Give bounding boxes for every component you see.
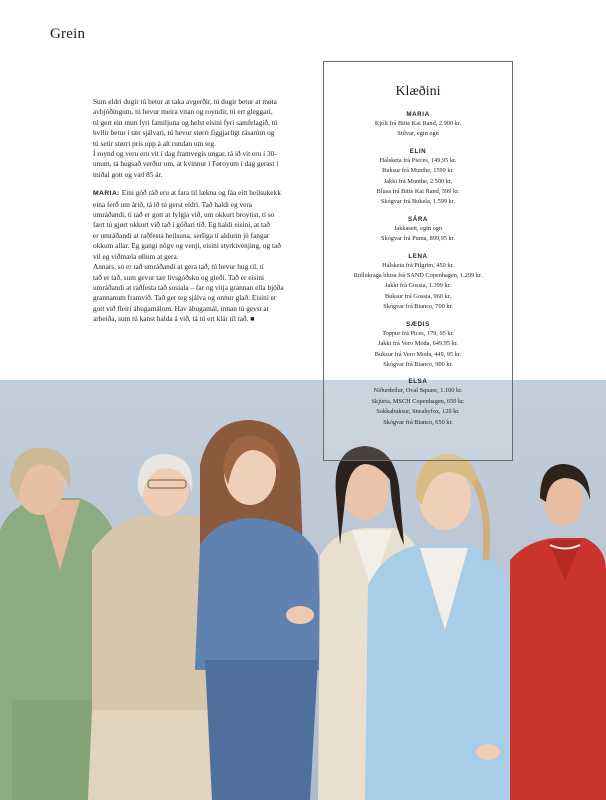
- credit-item: Sokkabuksur, Sneakyfox, 120 kr.: [376, 408, 460, 416]
- credit-person-name: ELSA: [408, 378, 428, 386]
- clothing-credits-box: [323, 61, 513, 461]
- woman-denim: [195, 420, 322, 800]
- credit-item: Jakki frá Gossia, 1.399 kr.: [385, 282, 451, 290]
- article-body: [93, 97, 307, 333]
- credit-item: Skógvar frá Bianco, 650 kr.: [383, 418, 453, 426]
- article-line: vil eg viðmæla øllum at gera.: [93, 251, 179, 261]
- article-line: er umráðandi at raðfesta heilsuna, serliga tí aldurin jú fangar: [93, 230, 270, 240]
- article-line: arbeiða, sum tú kanst halda á við, tá tú ert klár til tað.: [93, 314, 249, 324]
- article-line: hvílir betur í tær sjálvari, tú hevur størri fíggjarligt rásarúm og: [93, 128, 275, 138]
- credit-item: Skjúrta, MSCH Copenhagen, 650 kr.: [371, 397, 465, 405]
- credit-item: Buksur frá Munthe, 1599 kr.: [382, 167, 454, 175]
- section-label: Grein: [50, 26, 86, 42]
- credit-item: Skógvar frá Puma, 899,95 kr.: [381, 235, 455, 243]
- credit-item: Buksur frá Gossia, 960 kr.: [384, 292, 452, 300]
- article-line: fært tú gjørt okkurt við tað í góðari tíð. Eg haldi eisini, at tað: [93, 220, 270, 230]
- credit-item: Toppur frá Pices, 179, 95 kr.: [382, 329, 454, 337]
- article-line: unum, tá hugsað verður um, at kvinnur í Føroyum í dag gerast í: [93, 159, 279, 169]
- article-line: Annars, so er tað umráðandi at gera tað, tú hevur hug til, tí: [93, 262, 264, 272]
- article-line: tú gert ein mun fyri familjuna og helst eisini fyri samfelagið, tú: [93, 117, 278, 127]
- woman-blue-suit: [365, 454, 518, 800]
- end-mark-icon: ■: [250, 315, 255, 324]
- credits-title: Klæðini: [395, 84, 441, 99]
- article-line: eina ferð um árið, tá ið tú gerst eldri. Tað haldi eg vera: [93, 199, 253, 209]
- speaker-name: MARIA:: [93, 190, 120, 198]
- credit-item: Jakki frá Munthe, 2.500 kr.: [383, 177, 453, 185]
- article-line: umráðandi, tí tað er gott at fylgja við, um okkurt broytist, tí so: [93, 210, 275, 220]
- article-line: tað er tað, sum gevur tær lívsgóðsku og gleði. Tað er eisini: [93, 272, 265, 282]
- credit-item: Skógvar frá Bukela, 1.599 kr.: [380, 198, 456, 206]
- credit-person-name: LENA: [408, 252, 428, 260]
- credit-person-name: SÆDIS: [406, 320, 430, 328]
- maria-quote-paragraph: [93, 188, 307, 324]
- credit-person-name: ELIN: [409, 147, 427, 155]
- article-line: grannanum framvið. Tað ger teg sjálva og onnur glað. Eisini er: [93, 293, 277, 303]
- credit-item: Skógvar frá Bianco, 900 kr.: [383, 360, 453, 368]
- credit-block-saedis: [324, 320, 512, 371]
- article-line: miðal gott og væl 85 ár.: [93, 169, 163, 179]
- credit-item: Skógvar frá Bianco, 700 kr.: [383, 303, 453, 311]
- group-photo: [0, 380, 606, 800]
- credit-block-lena: [324, 252, 512, 313]
- credit-block-elsa: [324, 377, 512, 428]
- group-photo-illustration: [0, 380, 606, 800]
- article-line: gott við fleiri áhugamálum. Hav áhugamál, innan tú gevst at: [93, 303, 269, 313]
- credit-person-name: SÁRA: [408, 215, 428, 223]
- article-line: okkum allar. Eg gangi nógv og venji, eisini styrkivenjing, og tað: [93, 241, 281, 251]
- article-line: Í roynd og veru eru vit í dag framvegis ungar, tá ið vit eru í 30-: [93, 149, 277, 159]
- credit-item: Hálsketa frá Pilgrim, 450 kr.: [382, 261, 454, 269]
- credit-item: Jakki frá Vero Moda, 649,95 kr.: [378, 340, 458, 348]
- article-line: umráðandi at raðfesta tað sosiala – far og vitja grannan ella bjóða: [93, 282, 284, 292]
- credit-block-elin: [324, 147, 512, 208]
- credit-item: Buksur frá Vero Moda, 449, 95 kr.: [374, 350, 462, 358]
- credit-item: Kjóli frá Bitte Kai Rand, 2.900 kr.: [374, 120, 462, 127]
- credit-item: Rullukraga blusa frá SAND Copenhagen, 1.299 kr.: [353, 272, 483, 280]
- credit-item: Blusa frá Bitte Kai Rand, 599 kr.: [376, 188, 460, 196]
- credit-block-maria: [324, 110, 512, 140]
- article-line: avbjóðingum, tú hevur meira vitan og royndir, tú ert gleggari,: [93, 107, 273, 117]
- credit-item: Niðurdeilur, Oval Square, 1.100 kr.: [373, 387, 463, 395]
- intro-paragraph: [93, 97, 307, 180]
- credit-block-sara: [324, 215, 512, 245]
- credit-item: Stilvar, egin ogn: [397, 130, 439, 138]
- credit-item: Jakkasett, egin ogn: [393, 224, 443, 232]
- article-line: tú setir størri prís upp á alt rundan um teg.: [93, 138, 216, 148]
- woman-red-suit: [510, 464, 606, 800]
- credit-item: Hálsketa frá Pieces, 149,95 kr.: [379, 156, 457, 164]
- article-line: Sum eldri dugir tú betur at taka avgerðir, tú dugir betur at møta: [93, 97, 277, 106]
- credit-person-name: MARIA: [406, 111, 430, 118]
- article-line: Eini góð ráð eru at fara til lækna og fáa eitt heilsukekk: [119, 188, 281, 198]
